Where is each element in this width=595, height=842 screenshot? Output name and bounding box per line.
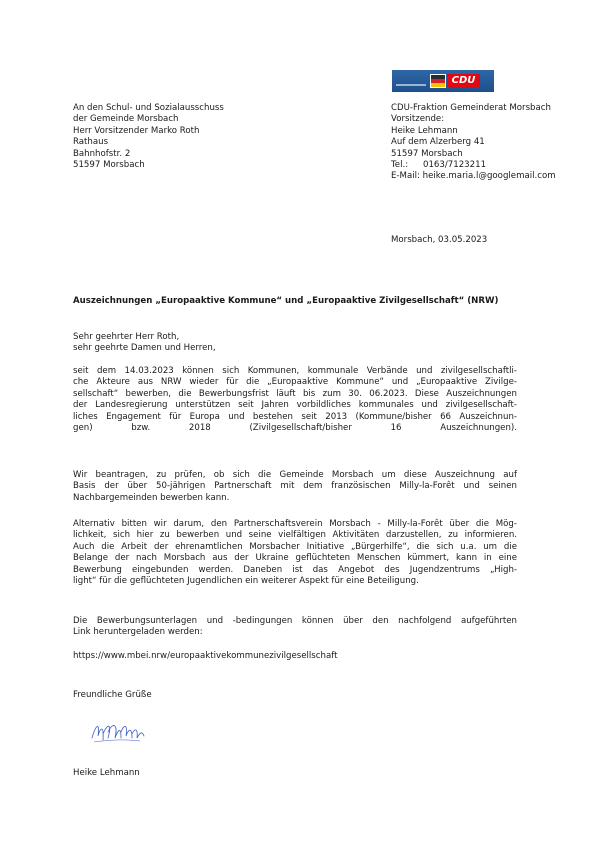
paragraph-line: Alternativ bitten wir darum, den Partnerschaftsverein Morsbach - Milly-la-Forêt über die Mög-: [73, 519, 517, 529]
sender-address: [391, 103, 556, 183]
sender-line: CDU-Fraktion Gemeinderat Morsbach: [391, 103, 551, 113]
paragraph-line: Basis der über 50-jährigen Partnerschaft mit dem französischen Milly-la-Forêt und seinen: [73, 481, 517, 492]
paragraph-line: liches Engagement für Europa und bestehen seit 2013 (Kommune/bisher 66 Auszeichnun-: [73, 411, 517, 422]
signer-name: Heike Lehmann: [73, 768, 140, 778]
recipient-address: [73, 103, 224, 171]
cdu-logo: [392, 70, 494, 92]
logo-flag-icon: [430, 74, 446, 88]
logo-slogan-bar: [396, 84, 426, 86]
recipient-line: 51597 Morsbach: [73, 160, 145, 171]
paragraph-4: [73, 616, 517, 639]
recipient-line: An den Schul- und Sozialausschuss: [73, 103, 224, 113]
recipient-line: der Gemeinde Morsbach: [73, 114, 179, 125]
paragraph-line: Wir beantragen, zu prüfen, ob sich die Gemeinde Morsbach um diese Auszeichnung auf: [73, 470, 517, 480]
paragraph-line: der Landesregierung unterstützen seit Jahren vorbildliches kommunales und zivilgesellschaft-: [73, 400, 517, 411]
download-link[interactable]: https://www.mbei.nrw/europaaktivekommunezivilgesellschaft: [73, 651, 338, 661]
recipient-line: Herr Vorsitzender Marko Roth: [73, 125, 200, 136]
salutation-line: sehr geehrte Damen und Herren,: [73, 343, 216, 354]
sender-line: 51597 Morsbach: [391, 148, 463, 159]
phone-value: 0163/7123211: [423, 160, 487, 171]
email-value: heike.maria.l@googlemail.com: [422, 171, 556, 182]
paragraph-1: [73, 366, 517, 434]
paragraph-line: Die Bewerbungsunterlagen und -bedingungen können über den nachfolgend aufgeführten: [73, 616, 517, 626]
paragraph-line: seit dem 14.03.2023 können sich Kommunen, kommunale Verbände und zivilgesellschaftli-: [73, 366, 517, 376]
paragraph-line: gen) bzw. 2018 (Zivilgesellschaft/bisher 16 Auszeichnungen).: [73, 423, 517, 434]
closing-phrase: Freundliche Grüße: [73, 690, 152, 700]
paragraph-2: [73, 470, 517, 504]
sender-email: [391, 171, 556, 182]
letter-date: Morsbach, 03.05.2023: [391, 235, 488, 245]
phone-label: Tel.:: [391, 160, 409, 171]
sender-line: Vorsitzende:: [391, 114, 445, 125]
paragraph-line: Bewerbung eingebunden werden. Daneben ist das Angebot des Jugendzentrums „High-: [73, 564, 517, 575]
paragraph-line: light“ für die geflüchteten Jugendlichen ein weiterer Aspekt für eine Beteiligung.: [73, 576, 419, 587]
paragraph-line: Nachbargemeinden bewerben kann.: [73, 492, 230, 503]
paragraph-line: che Akteure aus NRW wieder für die „Europaaktive Kommune“ und „Europaaktive Zivilge-: [73, 377, 517, 388]
salutation: [73, 332, 216, 355]
recipient-line: Bahnhofstr. 2: [73, 148, 131, 159]
letter-subject: Auszeichnungen „Europaaktive Kommune“ und „Europaaktive Zivilgesellschaft“ (NRW): [73, 296, 499, 306]
paragraph-line: Link heruntergeladen werden:: [73, 627, 203, 638]
paragraph-line: lichkeit, sich hier zu bewerben und seine vielfältigen Aktivitäten darzustellen, zu informieren.: [73, 530, 517, 541]
paragraph-line: sellschaft“ bewerben, die Bewerbungsfrist läuft bis zum 30. 06.2023. Diese Auszeichnungen: [73, 388, 517, 399]
salutation-line: Sehr geehrter Herr Roth,: [73, 332, 180, 342]
sender-line: Auf dem Alzerberg 41: [391, 137, 485, 148]
email-label: E-Mail:: [391, 171, 420, 182]
cdu-logo-text: CDU: [447, 74, 480, 88]
sender-line: Heike Lehmann: [391, 125, 458, 136]
paragraph-3: [73, 519, 517, 587]
paragraph-line: Auch die Arbeit der ehrenamtlichen Morsbacher Initiative „Bürgerhilfe“, die sich u.a. um die: [73, 541, 517, 552]
recipient-line: Rathaus: [73, 137, 109, 148]
handwritten-signature: [88, 716, 148, 748]
sender-phone: [391, 160, 556, 171]
paragraph-line: Belange der nach Morsbach aus der Ukraine geflüchteten Menschen kümmert, kann in eine: [73, 553, 517, 564]
